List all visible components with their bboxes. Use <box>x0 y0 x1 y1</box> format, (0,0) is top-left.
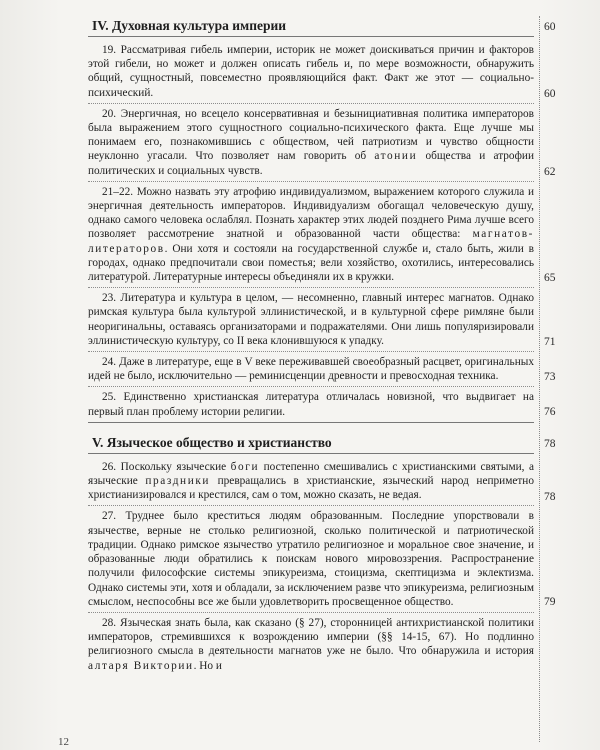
page-number: 73 <box>544 371 556 383</box>
page-number: 60 <box>544 88 556 100</box>
page-number: 78 <box>544 438 556 450</box>
table-of-contents <box>88 16 534 676</box>
section-title-v: V. Языческое общество и христианство <box>88 433 534 454</box>
page-number: 76 <box>544 406 556 418</box>
section-title-iv: IV. Духовная культура империи <box>88 16 534 37</box>
page-number: 65 <box>544 272 556 284</box>
toc-entry-19: 19. Рассматривая гибель империи, историк не может доискиваться причин и факторов этой гибели, но может и должен описать гибель и, по мере возможности, обнаружить общий, сущностный, повсеместно проявляющийся факт. Факт же этот — социально-психический. <box>88 37 534 104</box>
page-number: 79 <box>544 596 556 608</box>
folio-page-number: 12 <box>58 736 69 748</box>
toc-entry-27: 27. Труднее было креститься людям образованным. Последние упорствовали в язычестве, верные не столько религиозной, сколько политической и патриотической традиции. Однако римское язычество утратило религиозное и моральное свое значение, и образованные люди обратились к поискам нового мировоззрения. Распространение получили философские системы эпикуреизма, стоицизма, скептицизма и эклектизма. Однако системы эти, хотя и обладали, за исключением разве что эпикуреизма, религиозным смыслом, неспособны все же были удовлетворить просвещенное общество. <box>88 506 534 612</box>
page-number-column-divider <box>539 16 540 742</box>
toc-entry-20: 20. Энергичная, но всецело консервативная и безынициативная политика императоров была выражением этого сущностного социально-психического факта. Еще лучше мы понимаем его, познакомившись с обществом, чей патриотизм и чувство общности неуклонно угасали. Что позволяет нам говорить об атонии общества и атрофии политических и социальных чувств. <box>88 104 534 182</box>
page-number: 71 <box>544 336 556 348</box>
page-number: 60 <box>544 21 556 33</box>
toc-entry-26: 26. Поскольку языческие боги постепенно смешивались с христианскими святыми, а языческие праздники превращались в христианские, языческий народ неприметно христианизировался и крестился, сам о том, можно сказать, не ведая. <box>88 454 534 507</box>
toc-entry-28: 28. Языческая знать была, как сказано (§ 27), сторонницей антихристианской политики императоров, стремившихся к возрождению империи (§§ 14-15, 67). Но подлинно религиозного смысла в деятельности магнатов уже не было. Что обнаружила и история алтаря Виктории. Но и <box>88 616 534 672</box>
toc-entry-25: 25. Единственно христианская литература отличалась новизной, что выдвигает на первый план проблему истории религии. <box>88 387 534 422</box>
page-number: 62 <box>544 166 556 178</box>
page-number: 78 <box>544 491 556 503</box>
toc-entry-23: 23. Литература и культура в целом, — несомненно, главный интерес магнатов. Однако римская культура была культурой эллинистической, и в культурной сфере римляне были неоригинальны, оставаясь организаторами и подражателями. Они лишь популяризировали эллинистическую культуру, со II века клонившуюся к упадку. <box>88 288 534 352</box>
toc-entry-24: 24. Даже в литературе, еще в V веке переживавшей своеобразный расцвет, оригинальных идей не было, исключительно — реминисценции древности и превосходная техника. <box>88 352 534 387</box>
toc-entry-21-22: 21–22. Можно назвать эту атрофию индивидуализмом, выражением которого служила и энергичная деятельность императоров. Индивидуализм обогащал человеческую душу, однако самого человека ослаблял. Познать характер этих людей позднего Рима лучше всего позволяет рассмотрение знатной и образованной части общества: магнатов-литераторов. Они хотя и состояли на государственной службе и, стало быть, жили в городах, однако предпочитали свои поместья; вели хозяйство, охотились, интересовались литературой. Литературные интересы объединяли их в кружки. <box>88 182 534 288</box>
